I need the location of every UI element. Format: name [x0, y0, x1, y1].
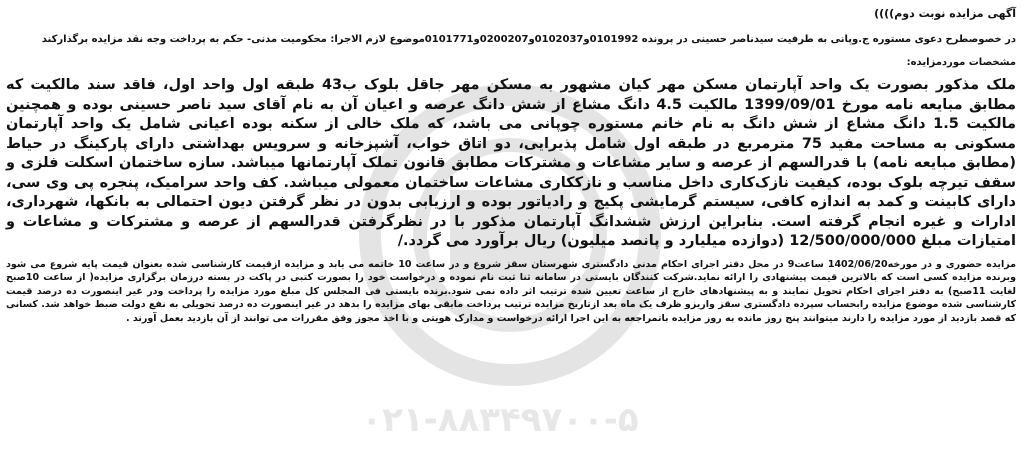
watermark-phone: ۰۲۱-۸۸۳۴۹۷۰۰-۵ — [361, 400, 639, 440]
section-heading: مشخصات موردمزایده: — [906, 57, 1016, 68]
property-description: ملک مذکور بصورت یک واحد آپارتمان مسکن مهر کیان مشهور به مسکن مهر جاقل بلوک ب43 طبقه اول واحد اول، فاقد سند مالکیت که مطابق مبایعه نامه مورخ 1399/09/01 مالکیت 4.5 دانگ مشاع از شش دانگ عرصه و اعیان آن به نام آقای سید ناصر حسینی بوده و همچنین مالکیت 1.5 دانگ مشاع از شش دانگ به نام خانم مستوره چوپانی می باشد، که ملک خالی از سکنه بوده اعیانی شامل یک واحد آپارتمان مسکونی به مساحت مفید 75 مترمربع در طبقه اول شامل پذیرایی، دو اتاق خواب، آشپزخانه و سرویس بهداشتی دارای پارکینگ در حیاط (مطابق مبایعه نامه) با قدرالسهم از عرصه و سایر مشاعات و مشترکات مطابق قانون تملک آپارتمانها میباشد. سازه ساختمان اسکلت فلزی و سقف تیرچه بلوک بوده، کیفیت نازک‌کاری داخل مناسب و نازککاری مشاعات ساختمان معمولی میباشد. کف واحد سرامیک، پنجره پی وی سی، دارای کابینت و کمد به اندازه کافی، سیستم گرمایشی پکیج و رادیاتور بوده و ارزیابی بدون در نظر گرفتن دیون احتمالی به بانکها، شهرداری، ادارات و غیره انجام گرفته است. بنابراین ارزش ششدانگ آپارتمان مذکور با در نظرگرفتن قدرالسهم از عرصه و مشترکات و مشاعات و امتیازات مبلغ 12/500/000/000 (دوازده میلیارد و پانصد میلیون) ریال برآورد می گردد./ — [6, 77, 1017, 249]
auction-notice — [6, 6, 1018, 464]
notice-title: آگهی مزایده نوبت دوم)))) — [874, 7, 1016, 20]
notice-intro: در خصوصطرح دعوی مستوره ج.وپانی به طرفیت سیدناصر حسینی در پرونده 0101992و0102037و0200207و0101771موضوع لازم الاجرا: محکومیت مدنی- حکم به پرداخت وجه نقد مزایده برگذارکند — [41, 34, 1016, 45]
auction-conditions: مزایده حضوری و در مورخه1402/06/20 ساعت9 در محل دفتر اجرای احکام مدنی دادگستری شهرستان سقز شروع و در ساعت 10 خاتمه می یابد و مزایده ازقیمت کارشناسی شده بعنوان قیمت پایه شروع می شود وبرنده مزایده کسی است که بالاترین قیمت پیشنهادی را ارائه نماید.شرکت کنندگان بایستی در سامانه ثنا ثبت نام نموده و درخواست خود را بصورت کتبی در پاکت در بسته درزمان برگزاری مزایده( از ساعت 10صبح لغایت 11صبح) به دفتر اجرای احکام تحویل نمایند و به پیشنهادهای خارج از ساعت تعیین شده ترتیب اثر داده نمی شود.برنده بایستی فی المجلس کل مبلغ مورد مزایده را پرداخت ودر غیر اینصورت ده درصد قیمت کارشناسی شده موضوع مزایده رابحساب سپرده دادگستری سقز واریزو ظرف یک ماه بعد ازتاریخ مزایده ترتیب پرداخت مابقی بهای مزایده را بدهد در غیر اینصورت ده درصد تحویلی به نفع دولت ضبط خواهد شد. کسانی که قصد بازدید از مورد مزایده را دارند میتوانند پنج روز مانده به روز مزایده باتمراجعه به این اجرا ارائه درخواست و مدارک هویتی و با اخذ مجوز وفق مقررات می توانند از آن بازدید بعمل آورند . — [6, 258, 1017, 324]
